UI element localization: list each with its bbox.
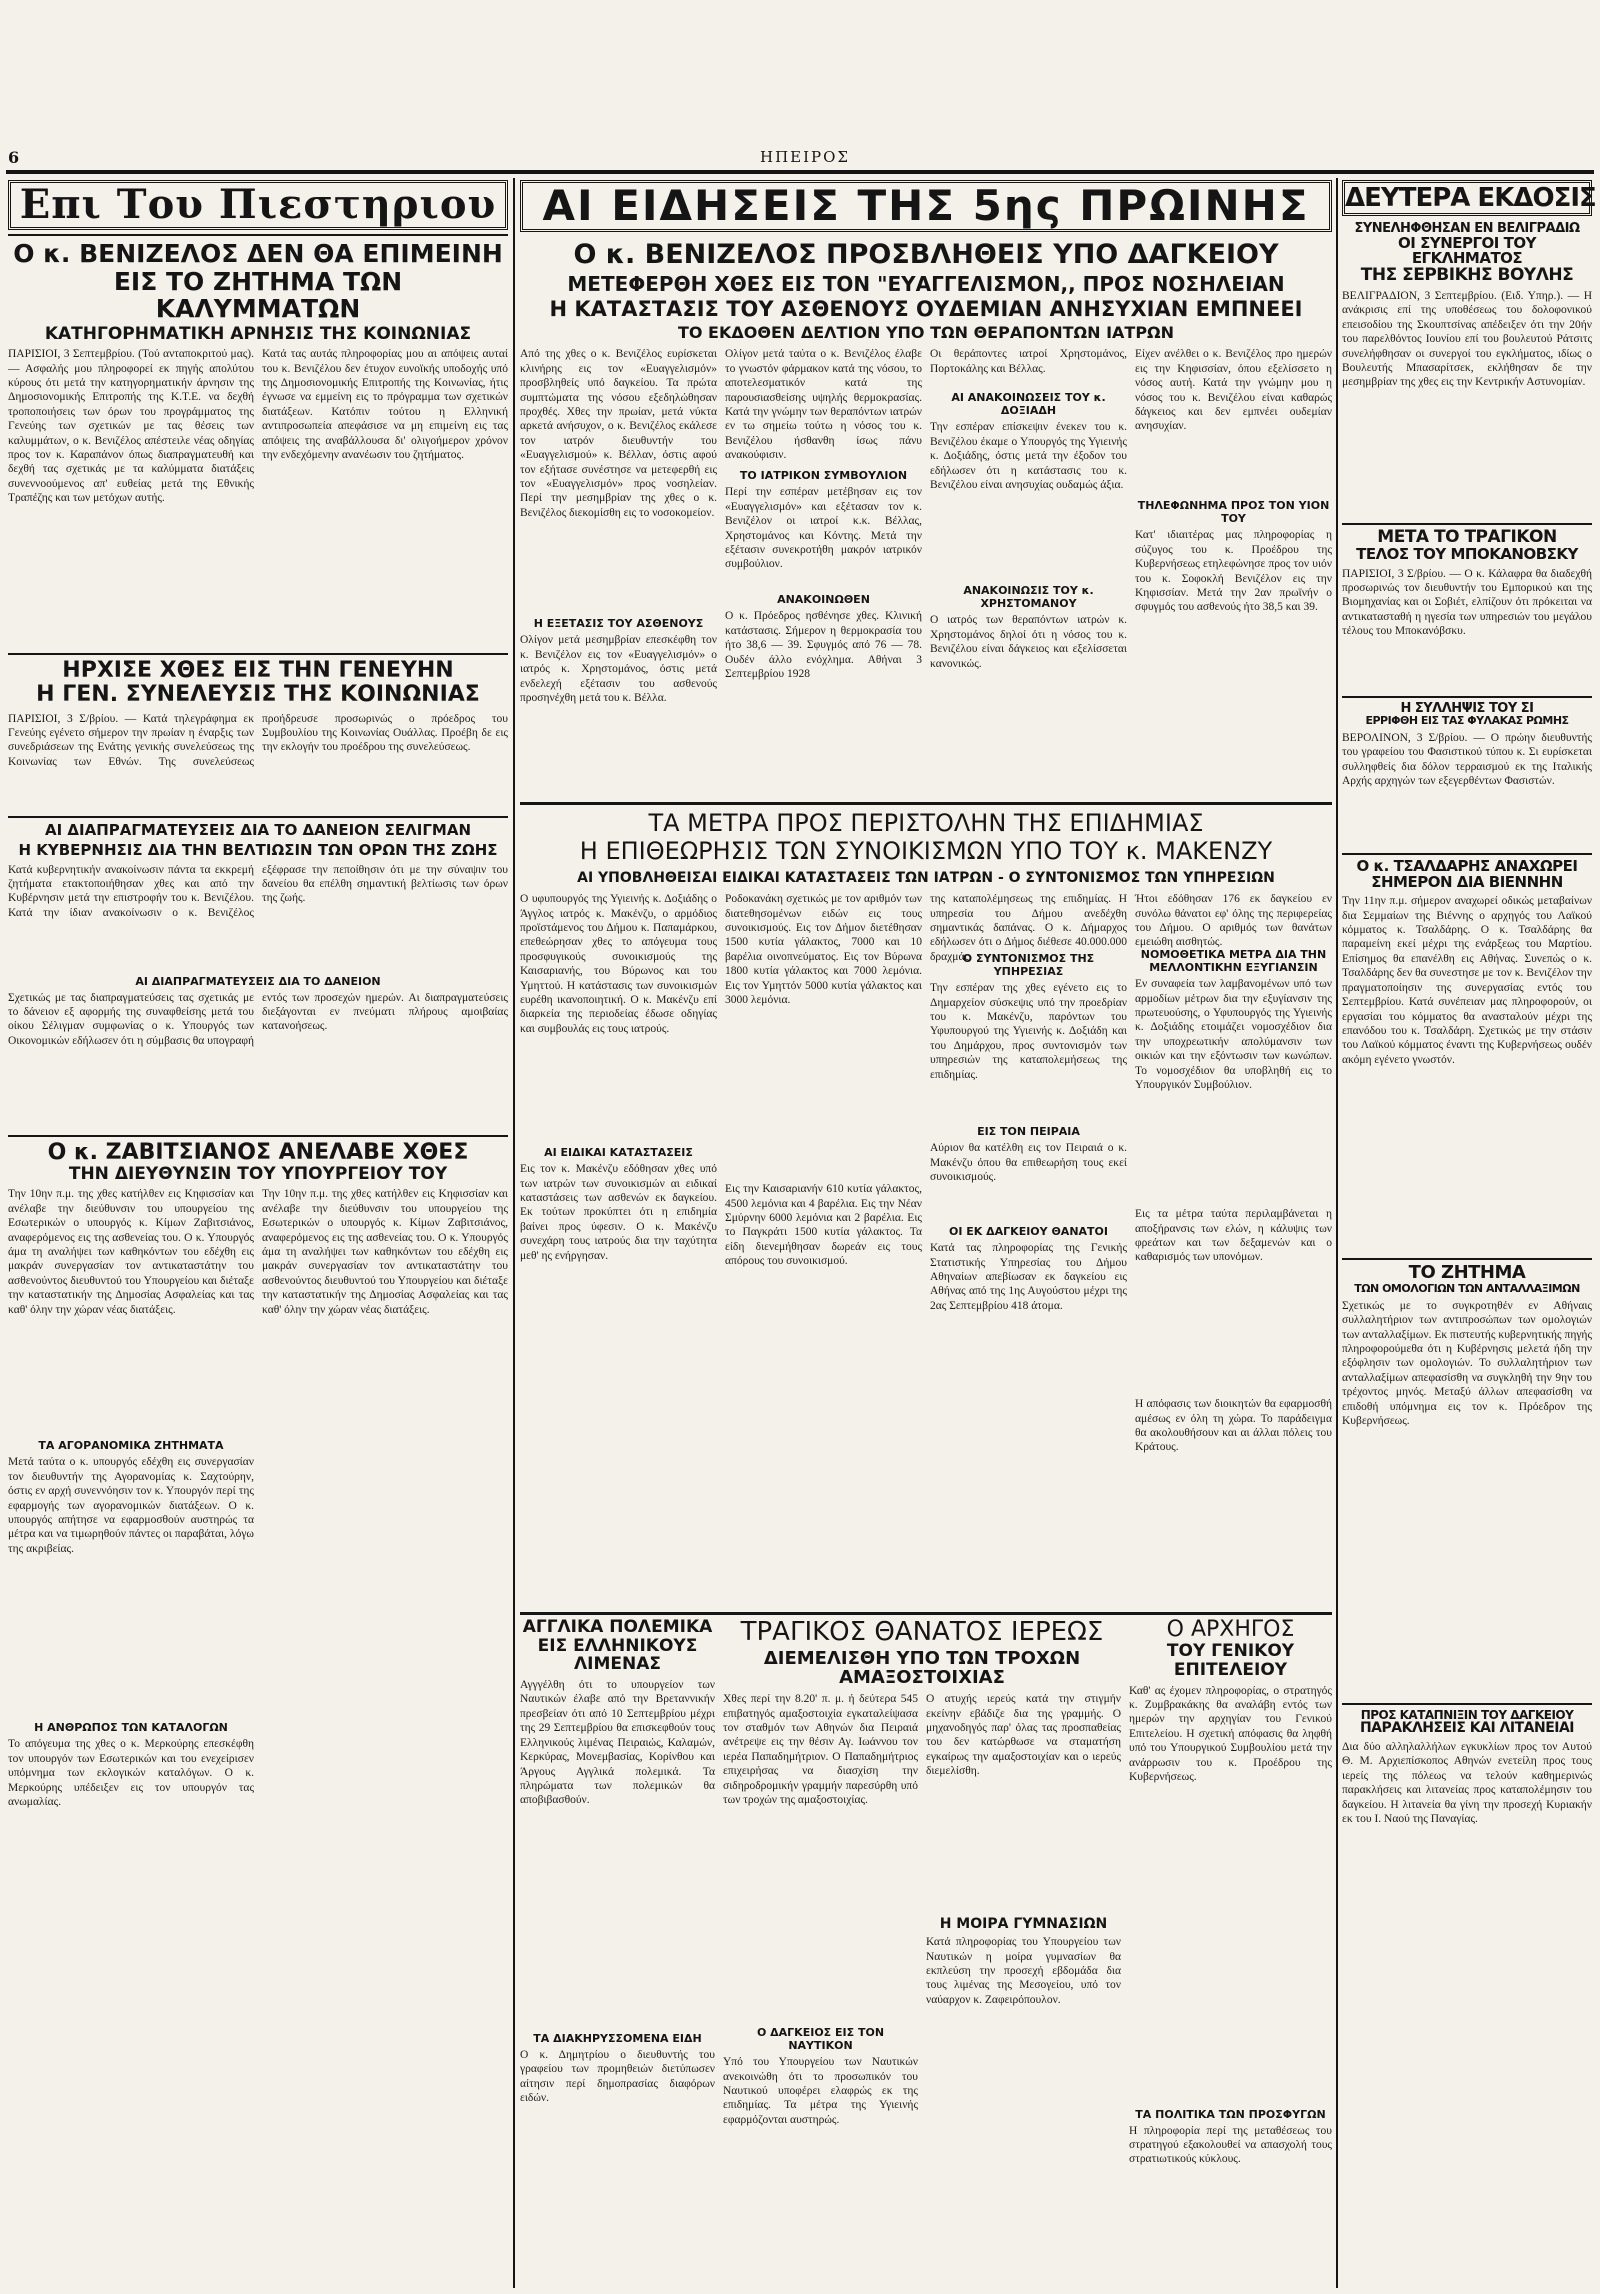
article-columns <box>8 347 508 649</box>
headline-zavitsianos-b: ΤΗΝ ΔΙΕΥΘΥΝΣΙΝ ΤΟΥ ΥΠΟΥΡΓΕΙΟΥ ΤΟΥ <box>68 1163 448 1184</box>
center-divider <box>520 1612 1332 1615</box>
article-text: Δια δύο αλληλαλλήλων εγκυκλίων προς τον Αυτού Θ. Μ. Αρχιεπίσκοπος Αθηνών ενετείλη προς τους ιερείς της πόλεως να τελούν καθημερινώς παρακλήσεις και λιτανείας προς καταπολέμησιν του δαγκείου. Η λιτανεία θα γίνη την προσεχή Κυριακήν εκ του Ι. Ναού της Παναγίας. <box>1342 1740 1592 1826</box>
article-text: ΒΕΡΟΛΙΝΟΝ, 3 Σ/βρίου. — Ο πρώην διευθυντής του γραφείου του Φασιστικού τύπου κ. Σι ευρίσκεται συλληφθείς δια δόλον τερραισμού εκ της Ιταλικής Αρχής αρχηγών των εξεγερθέντων Φασιστών. <box>1342 731 1592 787</box>
second-edition-box <box>1342 180 1596 216</box>
article-subcolumn <box>520 1618 715 2248</box>
headline-warships-a: ΑΓΓΛΙΚΑ ΠΟΛΕΜΙΚΑ <box>522 1617 713 1637</box>
article-text: Την 10ην π.μ. της χθες κατήλθεν εις Κηφισσίαν και ανέλαβε την διεύθυνσιν του υπουργείου της Εσωτερικών ο υπουργός κ. Κίμων Ζαβιτσιάνος, αναφερόμενος εις της ασθενείας του. Ο κ. Υπουργός άμα τη αναλήψει των καθηκόντων του εδέχθη εις μακράν συνεργασίαν τον αντικαταστάτην του ασθενούντος διευθυντού του Υπουργείου και διέταξε την καταστατικήν της Δημοσίας Ασφαλείας και τας καθ' όλην την χώραν νέας διατάξεις. <box>8 1188 254 1316</box>
article-subcolumn <box>262 1187 508 1899</box>
article-text: Την εσπέραν επίσκεψιν ένεκεν του κ. Βενιζέλου έκαμε ο Υπουργός της Υγιεινής κ. Δοξιάδης, όστις μετά την έξοδον του εδήλωσεν ότι η κατάστασις του κ. Βενιζέλου είναι ανησυχίας ουδαμώς άξια. <box>930 421 1127 491</box>
column-center-middle <box>520 810 1332 1610</box>
article-subcolumn <box>723 1692 918 2205</box>
article-text: Σχετικώς με τας διαπραγματεύσεις τας σχετικάς με το δάνειον εξ αφορμής της συναφθείσης μετά του οίκου Σέλιγμαν συμφωνίας ο κ. Υπουργός των Οικονομικών εδήλωσεν ότι η σύμβασις θα υπογραφή εντός των προσεχών ημερών. Αι διαπραγματεύσεις διεξάγονται εν πνεύματι πλήρους αμοιβαίας κατανοήσεως. <box>8 991 508 1047</box>
headline-arrest-b: ΕΡΡΙΦΘΗ ΕΙΣ ΤΑΣ ΦΥΛΑΚΑΣ ΡΩΜΗΣ <box>1365 714 1569 728</box>
article-text: Ολίγον μετά ταύτα ο κ. Βενιζέλος έλαβε το γνωστόν φάρμακον κατά της νόσου, το αποτελεσματικόν κατά της παρουσιασθείσης υψηλής θερμοκρασίας. Κατά την γνώμην των θεραπόντων ιατρών εν τω σημείω τούτω η νόσος του κ. Βενιζέλου ήσθανθη ίσως πάνυ ανακούφισιν. <box>725 348 922 462</box>
article-columns <box>520 347 1332 733</box>
article-text: Την 11ην π.μ. σήμερον αναχωρεί οδικώς μεταβαίνων δια Σεμμαίων της Βιέννης ο αρχηγός του Λαϊκού κόμματος κ. Τσαλδάρης. Ο κ. Τσαλδάρης θα παραμείνη εκεί μέχρι της ενάρξεως του Μαρτίου. Επίσημος θα επανέλθη εις Αθήνας. Συνεπώς ο κ. Τσαλδάρης δεν θα συνεστησε με τον κ. Βενιζέλον την πραγματοποίησιν της συνεργασίας εντός του Σεπτεμβρίου. Κατά συνέπειαν μας πληροφορούν, οι εργασίαι του κόμματος θα ανασταλούν μέχρι της επανόδου του κ. Τσαλδάρη. Σχετικώς με την στάσιν του Λαϊκού κόμματος έναντι της Κυβερνήσεως ουδέν ακόμη εγένετο γνωστόν. <box>1342 895 1592 1066</box>
headline-condition: Η ΚΑΤΑΣΤΑΣΙΣ ΤΟΥ ΑΣΘΕΝΟΥΣ ΟΥΔΕΜΙΑΝ ΑΝΗΣΥΧΙΑΝ ΕΜΠΝΕΕΙ <box>549 296 1303 321</box>
article-text: Ο κ. Δημητρίου ο διευθυντής του γραφείου των προμηθειών διετύπωσεν αίτησιν περί δημοπρασίας διαφόρων ειδών. <box>520 2049 715 2105</box>
subhead-market: ΤΑ ΑΓΟΡΑΝΟΜΙΚΑ ΖΗΤΗΜΑΤΑ <box>38 1439 224 1453</box>
article-text: Κατά πληροφορίας του Υπουργείου των Ναυτικών η μοίρα γυμνασίων θα εκπλεύση την προσεχή εβδομάδα δια τους λιμένας της Μεσογείου, υπό τον ναύαρχον κ. Ζαφειρόπουλον. <box>926 1936 1121 2006</box>
headline-inspection: Η ΕΠΙΘΕΩΡΗΣΙΣ ΤΩΝ ΣΥΝΟΙΚΙΣΜΩΝ ΥΠΟ ΤΟΥ κ. ΜΑΚΕΝΖΥ <box>579 837 1273 866</box>
headline-bonds-b: ΤΩΝ ΟΜΟΛΟΓΙΩΝ ΤΩΝ ΑΝΤΑΛΛΑΞΙΜΩΝ <box>1354 1282 1580 1296</box>
headline-tsaldaris-b: ΣΗΜΕΡΟΝ ΔΙΑ ΒΙΕΝΝΗΝ <box>1371 872 1563 891</box>
headline-bulletin: ΤΟ ΕΚΔΟΘΕΝ ΔΕΛΤΙΟΝ ΥΠΟ ΤΩΝ ΘΕΡΑΠΟΝΤΩΝ ΙΑΤΡΩΝ <box>677 322 1175 342</box>
headline-chief-a: Ο ΑΡΧΗΓΟΣ <box>1166 1617 1295 1642</box>
article-text: Κατά κυβερνητικήν ανακοίνωσιν πάντα τα εκκρεμή ζητήματα ετακτοποιήθησαν χθες και από την Κυβέρνησιν μετά την επιστροφήν του κ. Βενιζέλου. Κατά την ίδιαν ανακοίνωσιν ο κ. Βενιζέλος εξέφρασε την πεποίθησιν ότι με την σύναψιν του δανείου θα επέλθη σημαντική βελτίωσις των όρων της ζωής. <box>8 863 508 919</box>
subhead-deaths: ΟΙ ΕΚ ΔΑΓΚΕΙΟΥ ΘΑΝΑΤΟΙ <box>949 1225 1108 1239</box>
article-text: Ο υφυπουργός της Υγιεινής κ. Δοξιάδης ο Άγγλος ιατρός κ. Μακένζυ, ο αρμόδιος προϊστάμενος του Δήμου κ. Παπαμάρκου, επεθεώρησαν χθες το απόγευμα τους προσφυγικούς συνοικισμούς της Καισαριανής, του Βύρωνος και του Υμηττού. Η κατάστασις των συνοικισμών ευρέθη ικανοποιητική. Ο κ. Μακένζυ επί διαρκεία της περιοδείας έδωσε οδηγίας και συμβουλάς εις τους ιατρούς. <box>520 893 717 1035</box>
article-subcolumn <box>926 1692 1121 2205</box>
headline-epidemic: ΤΑ ΜΕΤΡΑ ΠΡΟΣ ΠΕΡΙΣΤΟΛΗΝ ΤΗΣ ΕΠΙΔΗΜΙΑΣ <box>648 809 1204 837</box>
article-text: Εις την Καισαριανήν 610 κυτία γάλακτος, 4500 λεμόνια και 4 βαρέλια. Εις την Νέαν Σμύρνην 6000 λεμόνια και 2 βαρέλια. Εις το Παγκράτι 1500 κυτία γάλακτος. Τα είδη διενεμήθησαν δωρεάν εις τους απόρους του συνοικισμού. <box>725 1183 922 1268</box>
column-center-bottom <box>520 1618 1332 2286</box>
article-text: Υπό του Υπουργείου των Ναυτικών ανεκοινώθη ότι το προσωπικόν του Ναυτικού υποφέρει ελαφρώς εκ της επιδημίας. Τα μέτρα της Υγιεινής εφαρμόζονται αυστηρώς. <box>723 2056 918 2126</box>
divider <box>1342 1703 1592 1705</box>
article-text: Αγγγέλθη ότι το υπουργείον των Ναυτικών έλαβε από την Βρεταννικήν πρεσβείαν ότι από 10 Σεπτεμβρίου μέχρι της 29 Σεπτεμβρίου θα επισκεφθούν τους Ελληνικούς λιμένας Πειραιώς, Καλαμών, Κερκύρας, Μονεμβασίας, Κορίνθου και Άργους Αγγλικά πολεμικά. Τα πληρώματα των πολεμικών θα αποβιβασθούν. <box>520 1679 715 1807</box>
divider <box>8 816 508 818</box>
article-text: Εν συναφεία των λαμβανομένων υπό των αρμοδίων μέτρων δια την εξυγίανσιν της πρωτευούσης, ο Υφυπουργός της Υγιεινής κ. Δοξιάδης ετοιμάζει νομοσχέδιον δια την υποχρεωτικήν απολύμανσιν των οικιών και την εξόντωσιν των κωνώπων. Το νομοσχέδιον θα υποβληθή εις το Υπουργικόν Συμβούλιον. <box>1135 978 1332 1092</box>
headline-prayers-a: ΠΡΟΣ ΚΑΤΑΠΝΙΞΙΝ ΤΟΥ ΔΑΓΚΕΙΟΥ <box>1360 1707 1574 1722</box>
article-text: Οι θεράποντες ιατροί Χρηστομάνος, Πορτοκάλης και Βέλλας. <box>930 348 1127 375</box>
page-number: 6 <box>8 148 20 167</box>
subhead-navy: Ο ΔΑΓΚΕΙΟΣ ΕΙΣ ΤΟΝ ΝΑΥΤΙΚΟΝ <box>756 2026 885 2053</box>
headline-train: ΔΙΕΜΕΛΙΣΘΗ ΥΠΟ ΤΩΝ ΤΡΟΧΩΝ ΑΜΑΞΟΣΤΟΙΧΙΑΣ <box>763 1647 1081 1689</box>
subhead-refugees: ΤΑ ΠΟΛΙΤΙΚΑ ΤΩΝ ΠΡΟΣΦΥΓΩΝ <box>1135 2107 1326 2121</box>
col-divider-2 <box>1336 178 1338 2288</box>
article-subcolumn <box>8 1187 254 1899</box>
headline-loan-b: Η ΚΥΒΕΡΝΗΣΙΣ ΔΙΑ ΤΗΝ ΒΕΛΤΙΩΣΙΝ ΤΩΝ ΟΡΩΝ ΤΗΣ ΖΩΗΣ <box>18 841 498 860</box>
headline-arrest-a: Η ΣΥΛΛΗΨΙΣ ΤΟΥ ΣΙ <box>1400 700 1534 716</box>
headline-venizelos-c: ΚΑΤΗΓΟΡΗΜΑΤΙΚΗ ΑΡΝΗΣΙΣ ΤΗΣ ΚΟΙΝΩΝΙΑΣ <box>44 323 472 344</box>
article-text: Την εσπέραν της χθες εγένετο εις το Δημαρχείον σύσκεψις υπό την προεδρίαν του κ. Μακένζυ, παρόντων του Υφυπουργού της Υγιεινής κ. Δοξιάδη και του Δημάρχου, προς συντονισμόν των υπηρεσιών της καταπολεμήσεως της επιδημίας. <box>930 982 1127 1081</box>
article-subcolumn <box>520 347 717 733</box>
headline-bokanovsky-a: ΜΕΤΑ ΤΟ ΤΡΑΓΙΚΟΝ <box>1377 526 1557 547</box>
headline-transfer: ΜΕΤΕΦΕΡΘΗ ΧΘΕΣ ΕΙΣ ΤΟΝ "ΕΥΑΓΓΕΛΙΣΜΟΝ,, ΠΡΟΣ ΝΟΣΗΛΕΙΑΝ <box>567 271 1285 296</box>
column-center <box>520 180 1332 800</box>
top-rule <box>6 170 1594 174</box>
article-columns <box>520 1618 1332 2248</box>
headline-prayers-b: ΠΑΡΑΚΛΗΣΕΙΣ ΚΑΙ ΛΙΤΑΝΕΙΑΙ <box>1359 1720 1575 1737</box>
article-text: Ολίγον μετά μεσημβρίαν επεσκέφθη τον κ. Βενιζέλον εις τον «Ευαγγελισμόν» ο ιατρός κ. Χρηστομάνος, όστις μετά ενδελεχή εξέτασιν του ασθενούς προσηνέχθη μετά του κ. Βέλλα. <box>520 634 717 704</box>
headline-priest: ΤΡΑΓΙΚΟΣ ΘΑΝΑΤΟΣ ΙΕΡΕΩΣ <box>740 1617 1104 1647</box>
article-text: ΠΑΡΙΣΙΟΙ, 3 Σεπτεμβρίου. (Τού ανταποκριτού μας). — Ασφαλής μου πληροφορεί εκ πηγής απολύτου κύρους ότι μετά την κατηγορηματικήν άρνησιν της Δημοσιονομικής Επιτροπής της Κ.Τ.Ε. να δεχθή τροποποιήσεις των όρων του προγράμματος της Γενεύης των σχετικών με τας θέσεις των καλυμμάτων, ο κ. Βενιζέλος απέστειλε νέας οδηγίας προς τον κ. Καραπάνον όπως διαπραγματευθή και δεχθή τας σχετικάς με τα καλύμματα διατάξεις συνεννοούμενος απ' ευθείας μετά της Εθνικής Τραπέζης και των μετόχων αυτής. <box>8 348 254 505</box>
subhead-piraeus: ΕΙΣ ΤΟΝ ΠΕΙΡΑΙΑ <box>977 1125 1080 1139</box>
article-subcolumn <box>725 347 922 733</box>
subhead-council: ΤΟ ΙΑΤΡΙΚΟΝ ΣΥΜΒΟΥΛΙΟΝ <box>739 469 908 483</box>
article-text: Ο ιατρός των θεραπόντων ιατρών κ. Χρηστομάνος δηλοί ότι η νόσος του κ. Βενιζέλου είναι δάγκειος και εξελίσσεται κανονικώς. <box>930 614 1127 670</box>
headline-belgrade-b: ΟΙ ΣΥΝΕΡΓΟΙ ΤΟΥ ΕΓΚΛΗΜΑΤΟΣ <box>1398 233 1536 268</box>
article-columns <box>8 1187 508 1899</box>
column-left <box>8 180 508 2286</box>
article-subcolumn <box>1129 1618 1332 2248</box>
article-text: Εις τα μέτρα ταύτα περιλαμβάνεται η αποξήρανσις των ελών, η κάλυψις των φρεάτων και των δεξαμενών και ο καθαρισμός των υπονόμων. <box>1135 1208 1332 1264</box>
article-text: Κατά τας πληροφορίας της Γενικής Στατιστικής Υπηρεσίας του Δήμου Αθηναίων απεβίωσαν εκ δαγκείου εις Αθήνας από της 1ης Αυγούστου μέχρι της 2ας Σεπτεμβρίου 418 άτομα. <box>930 1242 1127 1312</box>
article-subcolumn <box>930 892 1127 1567</box>
article-text: ΠΑΡΙΣΙΟΙ, 3 Σ/βρίου. — Κατά τηλεγράφημα εκ Γενεύης εγένετο σήμερον την πρωίαν η έναρξις των συνεδριάσεων της Ενάτης γενικής συνελεύσεως της Κοινωνίας των Εθνών. Της συνελεύσεως προήδρευσε προσωρινώς ο πρόεδρος του Συμβουλίου της Κοινωνίας Ουάλλας. Προέβη δε εις την εκλογήν του προέδρου της συνελεύσεως. <box>8 712 508 768</box>
subhead-telephone: ΤΗΛΕΦΩΝΗΜΑ ΠΡΟΣ ΤΟΝ ΥΙΟΝ ΤΟΥ <box>1137 499 1330 526</box>
article-text: της καταπολέμησεως της επιδημίας. Η υπηρεσία του Δήμου ανεδέχθη σημαντικάς δαπάνας. Ο κ. Δήμαρχος εδήλωσεν ότι ο Δήμος διέθεσε 40.000.000 δραχμάς. <box>930 893 1127 963</box>
article-text: Ροδοκανάκη σχετικώς με τον αριθμόν των διατεθησομένων ειδών εις τους συνοικισμούς. Εις τον Δήμον διετέθησαν 1500 κυτία γάλακτος, 7000 και 10 βαρέλια οινοπνεύματος. Εις τον Βύρωνα 1800 κυτία γάλακτος και 7000 λεμόνια. Εις τον Υμηττόν 5000 κυτία γάλακτος και 3000 λεμόνια. <box>725 893 922 1007</box>
headline-tsaldaris-a: Ο κ. ΤΣΑΛΔΑΡΗΣ ΑΝΑΧΩΡΕΙ <box>1356 856 1578 875</box>
headline-belgrade-a: ΣΥΝΕΛΗΦΘΗΣΑΝ ΕΝ ΒΕΛΙΓΡΑΔΙΩ <box>1354 221 1580 236</box>
front-banner-box <box>520 180 1332 232</box>
second-edition-title: ΔΕΥΤΕΡΑ ΕΚΔΟΣΙΣ <box>1345 183 1596 213</box>
article-subcolumn <box>930 347 1127 733</box>
article-subcolumn <box>723 1618 1121 2248</box>
subhead-coordination: Ο ΣΥΝΤΟΝΙΣΜΟΣ ΤΗΣ ΥΠΗΡΕΣΙΑΣ <box>962 952 1095 979</box>
headline-geneva-b: Η ΓΕΝ. ΣΥΝΕΛΕΥΣΙΣ ΤΗΣ ΚΟΙΝΩΝΙΑΣ <box>36 682 480 708</box>
subhead-doxiadis: ΑΙ ΑΝΑΚΟΙΝΩΣΕΙΣ ΤΟΥ κ. ΔΟΞΙΑΔΗ <box>951 391 1106 418</box>
article-text: Ήτοι εδόθησαν 176 εκ δαγκείου εν συνόλω θάνατοι εφ' όλης της περιφερείας του Δήμου. Ο αριθμός των θανάτων εμειώθη αισθητώς. <box>1135 893 1332 949</box>
divider <box>8 234 508 236</box>
section-banner-title: Επι Του Πιεστηριου <box>19 181 497 228</box>
article-text: Είχεν ανέλθει ο κ. Βενιζέλος προ ημερών εις την Κηφισσίαν, όπου εξελίσσετο η νόσος αυτή. Κατά την γνώμην μου η νόσος του κ. Βενιζέλου είναι καθαρώς δάγκειος και δεν εμπνέει ουδεμίαν ανησυχίαν. <box>1135 348 1332 433</box>
column-right <box>1342 180 1596 2286</box>
section-banner-box <box>8 180 508 230</box>
subhead-fleet: Η ΜΟΙΡΑ ΓΥΜΝΑΣΙΩΝ <box>939 1916 1108 1933</box>
headline-warships-b: ΕΙΣ ΕΛΛΗΝΙΚΟΥΣ ΛΙΜΕΝΑΣ <box>537 1635 698 1675</box>
article-text: Μετά ταύτα ο κ. υπουργός εδέχθη εις συνεργασίαν τον διευθυντήν της Αγορανομίας κ. Σαχτούρην, όστις εν αρχή συνεννόησιν τον κ. Υπουργόν περί της εφαρμογής των αγορανομικών διατάξεων. Ο κ. υπουργός απήτησε να εφαρμοσθούν αυστηρώς τα μέτρα και να τιμωρηθούν πάντες οι παραβάται, λόγω της ακριβείας. <box>8 1456 254 1555</box>
article-text: Η απόφασις των διοικητών θα εφαρμοσθή αμέσως εν όλη τη χώρα. Το παράδειγμα θα ακολουθήσουν και αι άλλαι πόλεις του Κράτους. <box>1135 1398 1332 1454</box>
headline-bokanovsky-b: ΤΕΛΟΣ ΤΟΥ ΜΠΟΚΑΝΟΒΣΚΥ <box>1356 544 1578 563</box>
article-text: Ο ατυχής ιερεύς κατά την στιγμήν εκείνην εβάδιζε δια της γραμμής. Ο μηχανοδηγός παρ' όλας τας προσπαθείας του δεν κατώρθωσε να σταματήση εγκαίρως την αμαξοστοιχίαν και ο ιερεύς διεμελίσθη. <box>926 1693 1121 1778</box>
divider <box>8 1135 508 1137</box>
article-text: ΠΑΡΙΣΙΟΙ, 3 Σ/βρίου. — Ο κ. Κάλαφρα θα διαδεχθή προσωρινώς τον διευθυντήν του Εμπορικού και της Βιομηχανίας και οι Σοβιέτ, ελπίζουν ότι πρόκειται να αντικατασταθή η ηγεσία των υπηρεσιών του μεγάλου τέλους του Μποκανόβσκυ. <box>1342 567 1592 638</box>
article-text: ΒΕΛΙΓΡΑΔΙΟΝ, 3 Σεπτεμβρίου. (Ειδ. Υπηρ.). — Η ανάκρισις επί της υποθέσεως του δολοφονικού επεισοδίου της Σκουπτσίνας απέδειξεν ότι την 20ήν του παρελθόντος Ιουνίου επί του βουλευτού Ράτσιτς συνελήφθησαν οι συνεργοί του εγκλήματος, ιδίως ο Βουλευτής Μπασαρίτσεκ, εκλήθησαν δε την μεσημβρίαν της χθες εις την Κεντρικήν Αστυνομίαν. <box>1342 289 1592 389</box>
article-subcolumn <box>520 892 717 1567</box>
article-text: Ο κ. Πρόεδρος ησθένησε χθες. Κλινική κατάστασις. Σήμερον η θερμοκρασία του ήτο 38,6 — 39. Σφυγμός από 76 — 78. Ουδέν άλλο ενόχλημα. Αθήναι 3 Σεπτεμβρίου 1928 <box>725 610 922 680</box>
article-text: Το απόγευμα της χθες ο κ. Μερκούρης επεσκέφθη τον υπουργόν των Εσωτερικών και του ενεχείρισεν υπόμνημα των εκλογικών καταλόγων. Ο κ. Μερκούρης υπέδειξεν εις τον υπουργόν τας ανωμαλίας. <box>8 1738 254 1809</box>
headline-coordination: ΑΙ ΥΠΟΒΛΗΘΕΙΣΑΙ ΕΙΔΙΚΑΙ ΚΑΤΑΣΤΑΣΕΙΣ ΤΩΝ ΙΑΤΡΩΝ - Ο ΣΥΝΤΟΝΙΣΜΟΣ ΤΩΝ ΥΠΗΡΕΣΙΩΝ <box>577 869 1275 886</box>
headline-venizelos-a: Ο κ. ΒΕΝΙΖΕΛΟΣ ΔΕΝ ΘΑ ΕΠΙΜΕΙΝΗ <box>13 239 503 268</box>
page-folio <box>0 148 1600 168</box>
col-divider-1 <box>513 178 515 2288</box>
headline-belgrade-c: ΤΗΣ ΣΕΡΒΙΚΗΣ ΒΟΥΛΗΣ <box>1360 265 1574 286</box>
article-text: Η πληροφορία περί της μεταθέσεως του στρατηγού εξακολουθεί να απασχολή τους στρατιωτικούς κύκλους. <box>1129 2124 1332 2166</box>
subhead-exam: Η ΕΞΕΤΑΣΙΣ ΤΟΥ ΑΣΘΕΝΟΥΣ <box>533 617 704 631</box>
headline-geneva-a: ΗΡΧΙΣΕ ΧΘΕΣ ΕΙΣ ΤΗΝ ΓΕΝΕΥΗΝ <box>62 658 454 684</box>
divider <box>1342 1258 1592 1260</box>
article-text: Χθες περί την 8.20' π. μ. ή δεύτερα 545 επιβατηγός αμαξοστοιχία εγκαταλείψασα τον σταθμόν των Αθηνών δια Πειραιά ανέτρεψε εις την θέσιν Αγ. Ιωάννου τον ιερέα Παπαδημήτριον. Ο Παπαδημήτριος επιχειρήσας να διασχίση την σιδηροδρομικήν γραμμήν παρεσύρθη υπό των τροχών της αμαξοστοιχίας. <box>723 1693 918 1807</box>
subhead-announcement: ΑΝΑΚΟΙΝΩΘΕΝ <box>777 593 870 607</box>
article-text: Κατά τας αυτάς πληροφορίας μου αι απόψεις αυταί του κ. Βενιζέλου δεν έτυχον ευνοϊκής υποδοχής υπό της Δημοσιονομικής Επιτροπής της Κοινωνίας, ήτις έγνωσε να εμμείνη εις το πρόγραμμα των σχετικών διατάξεων. Κατόπιν τούτου η Ελληνική αντιπροσωπεία απεφάσισε να μη επιμείνη εις τας απόψεις της αναβάλλουσα δι' ολιγοήμερον χρόνον την ενδεχόμενην ανανέωσιν του ζητήματος. <box>262 348 508 462</box>
article-text: Σχετικώς με το συγκροτηθέν εν Αθήναις συλλαλητήριον των αντιπροσώπων των ομολογιών των ανταλλαξίμων. Εκ πιστευτής κυβερνητικής πηγής πληροφορούμεθα ότι η Κυβέρνησις μελετά ήδη την εξόφλησιν των ομολογιών. Το συλλαλητήριον των ανταλλαξίμων απεφασίσθη να συγκληθή την 9ην του τρέχοντος μηνός. Μεταξύ άλλων απεφασίσθη να επιδοθή υπόμνημα εις τον κ. Πρόεδρον της Κυβερνήσεως. <box>1342 1299 1592 1427</box>
subhead-christomanos: ΑΝΑΚΟΙΝΩΣΙΣ ΤΟΥ κ. ΧΡΗΣΤΟΜΑΝΟΥ <box>963 584 1094 611</box>
headline-zavitsianos-a: Ο κ. ΖΑΒΙΤΣΙΑΝΟΣ ΑΝΕΛΑΒΕ ΧΘΕΣ <box>47 1139 469 1165</box>
article-text: Εις τον κ. Μακένζυ εδόθησαν χθες υπό των ιατρών των συνοικισμών αι ειδικαί καταστάσεις των ασθενών εκ δαγκείου. Εκ τούτων προκύπτει ότι η επιδημία βαίνει προς ύφεσιν. Ο κ. Μακένζυ συνεχάρη τους ιατρούς δια την ταχύτητα μεθ' ης ενήργησαν. <box>520 1163 717 1262</box>
article-text: Περί την εσπέραν μετέβησαν εις τον «Ευαγγελισμόν» και εξέτασαν τον κ. Βενιζέλον οι ιατροί κ.κ. Βέλλας, Χρηστομάνος και Κόντης. Μετά την εξέτασιν συνεκροτήθη μακρόν ιατρικόν συμβούλιον. <box>725 486 922 571</box>
subhead-loan: ΑΙ ΔΙΑΠΡΑΓΜΑΤΕΥΣΕΙΣ ΔΙΑ ΤΟ ΔΑΝΕΙΟΝ <box>135 974 381 988</box>
headline-chief-b: ΤΟΥ ΓΕΝΙΚΟΥ ΕΠΙΤΕΛΕΙΟΥ <box>1166 1641 1295 1680</box>
headline-venizelos-ill: Ο κ. ΒΕΝΙΖΕΛΟΣ ΠΡΟΣΒΛΗΘΕΙΣ ΥΠΟ ΔΑΓΚΕΙΟΥ <box>573 239 1279 270</box>
article-text: Από της χθες ο κ. Βενιζέλος ευρίσκεται κλινήρης εις τον «Ευαγγελισμόν» προσβληθείς υπό δαγκείου. Τα πρώτα συμπτώματα της νόσου εξεδηλώθησαν προχθές. Χθες την πρωίαν, μετά νύκτα αρκετά ανήσυχον, ο κ. Βενιζέλος εκάλεσε τον ιατρόν διευθυντήν του «Ευαγγελισμού» κ. Βέλλαν, όστις αφού τον εξήτασε συνέστησε να μετεφερθή εις τον «Ευαγγελισμόν» προς νοσηλείαν. Περί την μεσημβρίαν της χθες ο κ. Βενιζέλος διεκομίσθη εις το νοσοκομείον. <box>520 348 717 519</box>
subhead-legislation: ΝΟΜΟΘΕΤΙΚΑ ΜΕΤΡΑ ΔΙΑ ΤΗΝ ΜΕΛΛΟΝΤΙΚΗΝ ΕΞΥΓΙΑΝΣΙΝ <box>1140 948 1327 975</box>
divider <box>8 653 508 655</box>
article-subcolumn <box>1135 347 1332 733</box>
divider <box>1342 523 1592 525</box>
headline-venizelos-b: ΕΙΣ ΤΟ ΖΗΤΗΜΑ ΤΩΝ ΚΑΛΥΜΜΑΤΩΝ <box>113 266 403 323</box>
article-text: Καθ' ας έχομεν πληροφορίας, ο στρατηγός κ. Ζυμβρακάκης θα αναλάβη εντός των ημερών την αρχηγίαν του Γενικού Επιτελείου. Η σχετική απόφασις θα ληφθή υπό του Υπουργικού Συμβουλίου μετά την ανάρρωσιν του κ. Προέδρου της Κυβερνήσεως. <box>1129 1684 1332 1783</box>
subhead-catalogs: Η ΑΝΘΡΩΠΟΣ ΤΩΝ ΚΑΤΑΛΟΓΩΝ <box>34 1721 228 1735</box>
headline-loan-a: ΑΙ ΔΙΑΠΡΑΓΜΑΤΕΥΣΕΙΣ ΔΙΑ ΤΟ ΔΑΝΕΙΟΝ ΣΕΛΙΓΜΑΝ <box>44 820 472 839</box>
article-text: Κατ' ιδιαιτέρας μας πληροφορίας η σύζυγος του κ. Προέδρου της Κυβερνήσεως ετηλεφώνησε προς τον υιόν του κ. Σοφοκλή Βενιζέλον εις την Κηφισσίαν. Μετά την 2αν πρωϊνήν ο σφυγμός του ασθενούς ήτο 38,5 και 39. <box>1135 529 1332 614</box>
article-subcolumn <box>725 892 922 1567</box>
article-subcolumn <box>1135 892 1332 1567</box>
article-columns <box>723 1692 1121 2205</box>
article-text: Την 10ην π.μ. της χθες κατήλθεν εις Κηφισσίαν και ανέλαβε την διεύθυνσιν του υπουργείου της Εσωτερικών ο υπουργός κ. Κίμων Ζαβιτσιάνος, αναφερόμενος εις της ασθενείας του. Ο κ. Υπουργός άμα τη αναλήψει των καθηκόντων του εδέχθη εις μακράν συνεργασίαν τον αντικαταστάτην του ασθενούντος διευθυντού του Υπουργείου και διέταξε την καταστατικήν της Δημοσίας Ασφαλείας και τας καθ' όλην την χώραν νέας διατάξεις. <box>262 1188 508 1316</box>
divider <box>1342 696 1592 698</box>
front-banner-title: ΑΙ ΕΙΔΗΣΕΙΣ ΤΗΣ 5ης ΠΡΩΙΝΗΣ <box>542 181 1310 230</box>
article-columns <box>520 892 1332 1567</box>
headline-bonds-a: ΤΟ ΖΗΤΗΜΑ <box>1408 1262 1526 1284</box>
subhead-reports: ΑΙ ΕΙΔΙΚΑΙ ΚΑΤΑΣΤΑΣΕΙΣ <box>544 1146 693 1160</box>
subhead-items: ΤΑ ΔΙΑΚΗΡΥΣΣΟΜΕΝΑ ΕΙΔΗ <box>533 2032 702 2046</box>
center-divider <box>520 802 1332 805</box>
article-text: Αύριον θα κατέλθη εις τον Πειραιά ο κ. Μακένζυ όπου θα επιθεωρήση τους εκεί συνοικισμούς. <box>930 1142 1127 1183</box>
divider <box>1342 853 1592 855</box>
newspaper-name: ΗΠΕΙΡΟΣ <box>760 148 851 166</box>
